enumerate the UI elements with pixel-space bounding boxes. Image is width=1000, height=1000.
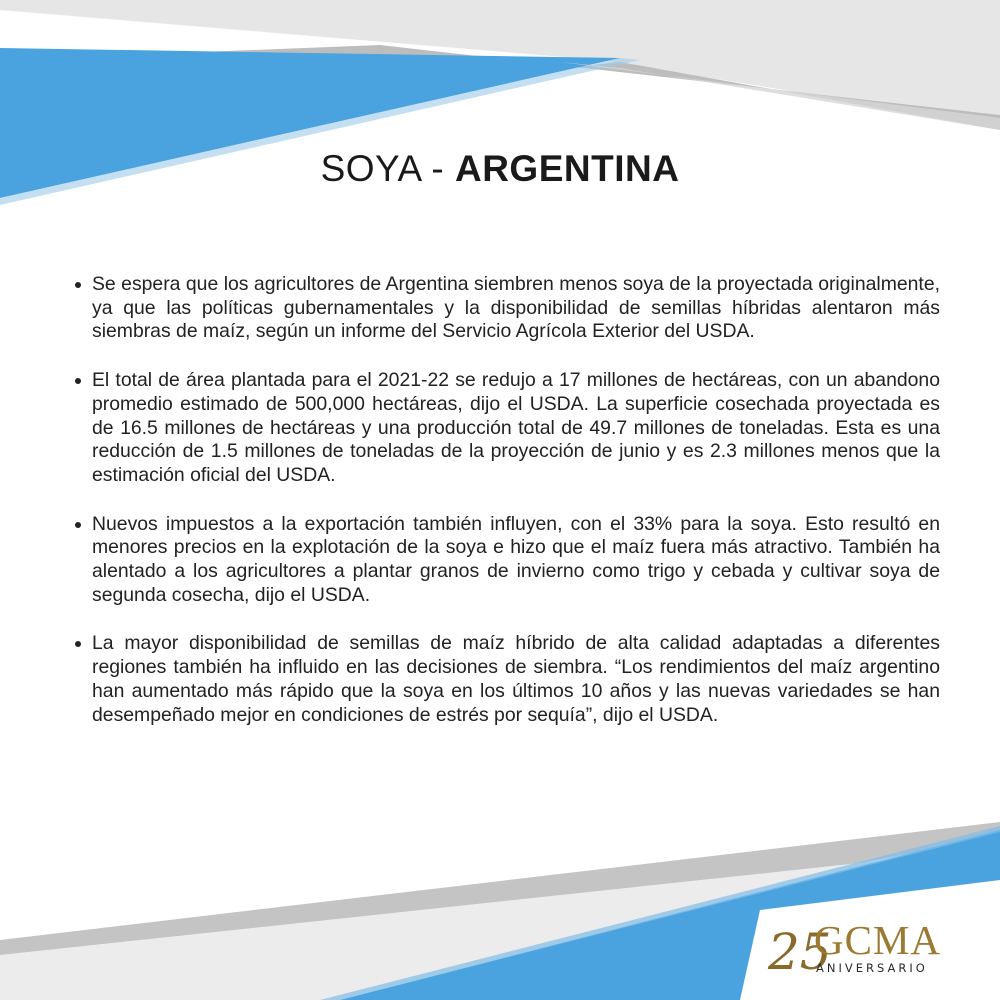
logo-anniversary-number: 25 [768,923,832,981]
bullet-item [72,369,940,488]
bullet-dot-icon [75,378,81,384]
title-bold: ARGENTINA [454,148,680,189]
logo-subtitle: ANIVERSARIO [816,961,928,975]
bullet-text: Nuevos impuestos a la exportación también influyen, con el 33% para la soya. Esto resultó en menores precios en la explotación de la soya e hizo que el maíz fuera más atractivo. También ha alentado a los agricultores a plantar granos de invierno como trigo y cebada y cultivar soya de segunda cosecha, dijo el USDA. [92,512,940,606]
bullet-dot-icon [75,522,81,528]
bullet-dot-icon [75,641,81,647]
bullet-item [72,513,940,608]
bullet-text: La mayor disponibilidad de semillas de maíz híbrido de alta calidad adaptadas a diferentes regiones también ha influido en las decisiones de siembra. “Los rendimientos del maíz argentino han aumentado más rápido que la soya en los últimos 10 años y las nuevas variedades se han desempeñado mejor en condiciones de estrés por sequía”, dijo el USDA. [92,632,940,726]
bullet-text: Se espera que los agricultores de Argentina siembren menos soya de la proyectada originalmente, ya que las políticas gubernamentales y la disponibilidad de semillas híbridas alentaron más siembras de maíz, según un informe del Servicio Agrícola Exterior del USDA. [92,273,940,343]
bullet-item [72,632,940,727]
bullet-item [72,273,940,344]
gcma-logo [768,918,948,982]
logo-brand: GCMA [814,917,942,963]
title-regular: SOYA - [320,148,455,189]
page-title [0,148,1000,190]
bullet-list [72,273,940,752]
bullet-text: El total de área plantada para el 2021-22 se redujo a 17 millones de hectáreas, con un abandono promedio estimado de 500,000 hectáreas, dijo el USDA. La superficie cosechada proyectada es de 16.5 millones de hectáreas y una producción total de 49.7 millones de toneladas. Esta es una reducción de 1.5 millones de toneladas de la proyección de junio y es 2.3 millones menos que la estimación oficial del USDA. [92,369,940,486]
bullet-dot-icon [75,282,81,288]
